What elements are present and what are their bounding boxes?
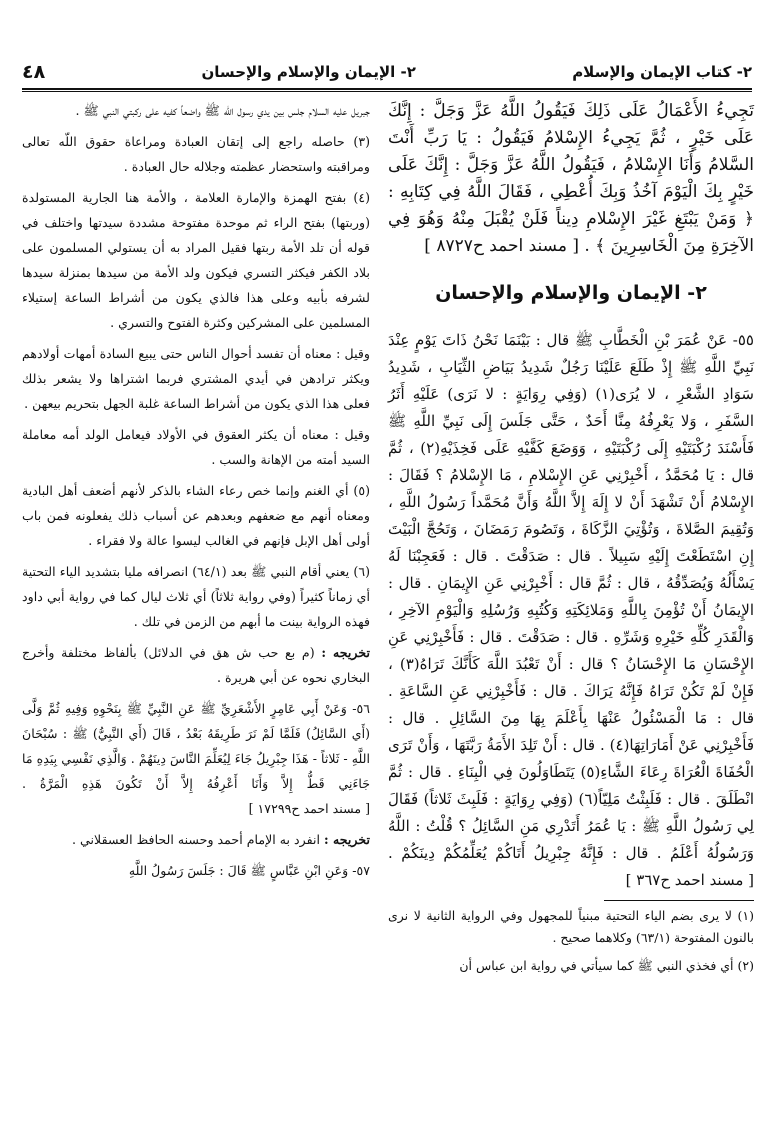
header-rule-thin [22,91,752,92]
takhrij-56-label: تخريجه : [323,832,370,847]
hadith-57: ٥٧- وَعَنِ ابْنِ عَبَّاسٍ ﷺ قَالَ : جَلَسَ رَسُولُ اللَّهِ [128,863,370,878]
hadith-55-reference: [ مسند احمد ح٣٦٧ ] [625,871,754,889]
footnote-separator [604,900,754,901]
footnote-4-opinion-2: وقيل : معناه أن يكثر العقوق في الأولاد فيعامل الولد أمه معاملة السيد أمته من الإهانة والسب . [22,427,370,467]
hadith-55-text: ٥٥- عَنْ عُمَرَ بْنِ الْخَطَّابِ ﷺ قال : بَيْنَمَا نَحْنُ ذَاتَ يَوْمٍ عِنْدَ نَبِيِّ اللَّهِ ﷺ إِذْ طَلَعَ عَلَيْنَا رَجُلٌ شَدِيدُ بَيَاضِ الثِّيَابِ ، شَدِيدُ سَوَادِ الشَّعْرِ ، لا يُرَى(١) (وَفِي رِوَايَةٍ : لا نَرَى) عَلَيْهِ أَثَرُ السَّفَرِ ، وَلا يَعْرِفُهُ مِنَّا أَحَدٌ ، حَتَّى جَلَسَ إِلَى نَبِيِّ اللَّهِ ﷺ فَأَسْنَدَ رُكْبَتَيْهِ إِلَى رُكْبَتَيْهِ ، وَوَضَعَ كَفَّيْهِ عَلَى فَخِذَيْهِ(٢) ، ثُمَّ قال : يَا مُحَمَّدُ ، أَخْبِرْنِي عَنِ الإِسْلامِ ، مَا الإِسْلامُ ؟ فَقَالَ : الإِسْلامُ أَنْ تَشْهَدَ أَنْ لا إِلَهَ إِلاَّ اللَّهُ وَأَنَّ مُحَمَّداً رَسُولُ اللَّهِ ، وَتُقِيمَ الصَّلاةَ ، وَتُؤْتِيَ الزَّكَاةَ ، وَتَصُومَ رَمَضَانَ ، وَتَحُجَّ الْبَيْتَ إِنِ اسْتَطَعْتَ إِلَيْهِ سَبِيلاً . قال : صَدَقْتَ . قال : فَعَجِبْنَا لَهُ يَسْأَلُهُ وَيُصَدِّقُهُ ، قال : ثُمَّ قال : أَخْبِرْنِي عَنِ الإِيمَانِ . قال : الإِيمَانُ أَنْ تُؤْمِنَ بِاللَّهِ وَمَلائِكَتِهِ وَكُتُبِهِ وَرُسُلِهِ وَالْيَوْمِ الآخِرِ ، وَالْقَدَرِ كُلِّهِ خَيْرِهِ وَشَرِّهِ . قال : صَدَقْتَ . قال : فَأَخْبِرْنِي عَنِ الإِحْسَانِ مَا الإِحْسَانُ ؟ قال : أَنْ تَعْبُدَ اللَّهَ كَأَنَّكَ تَرَاهُ(٣) ، فَإِنْ لَمْ تَكُنْ تَرَاهُ فَإِنَّهُ يَرَاكَ . قال : فَأَخْبِرْنِي عَنِ السَّاعَةِ . قال : مَا الْمَسْئُولُ عَنْهَا بِأَعْلَمَ بِهَا مِنَ السَّائِلِ . قال : فَأَخْبِرْنِي عَنْ أَمَارَاتِهَا(٤) . قال : أَنْ تَلِدَ الأَمَةُ رَبَّتَهَا ، وَأَنْ تَرَى الْحُفَاةَ الْعُرَاةَ رِعَاءَ الشَّاءِ(٥) يَتَطَاوَلُونَ فِي الْبِنَاءِ . قال : ثُمَّ انْطَلَقَ . قال : فَلَبِثْتُ مَلِيّاً(٦) (وَفِي رِوَايَةٍ : فَلَبِثَ ثَلاثاً) فَقَالَ لِي رَسُولُ اللَّهِ ﷺ : يَا عُمَرُ أَتَدْرِي مَنِ السَّائِلُ ؟ قُلْتُ : اللَّهُ وَرَسُولُهُ أَعْلَمُ . قال : فَإِنَّهُ جِبْرِيلُ أَتَاكُمْ يُعَلِّمُكُمْ دِينَكُمْ . [388,331,754,862]
page-number: ٤٨ [22,61,46,83]
hadith-56-reference: [ مسند احمد ح١٧٢٩٩ ] [248,801,370,816]
hadith-54-text: تَجِيءُ الأَعْمَالُ عَلَى ذَلِكَ فَيَقُولُ اللَّهُ عَزَّ وَجَلَّ : إِنَّكَ عَلَى خَيْرٍ ، ثُمَّ يَجِيءُ الإِسْلامُ فَيَقُولُ : يَا رَبِّ أَنْتَ السَّلامُ وَأَنَا الإِسْلامُ ، فَيَقُولُ اللَّهُ عَزَّ وَجَلَّ : إِنَّكَ عَلَى خَيْرٍ بِكَ الْيَوْمَ آخُذُ وَبِكَ أُعْطِي ، فَقَالَ اللَّهُ فِي كِتَابِهِ : ﴿ وَمَنْ يَبْتَغِ غَيْرَ الإِسْلامِ دِيناً فَلَنْ يُقْبَلَ مِنْهُ وَهُوَ فِي الآخِرَةِ مِنَ الْخَاسِرِينَ ﴾ . [388,101,754,256]
takhrij-55 [22,640,370,690]
footnote-5: (٥) أي الغنم وإنما خص رعاء الشاء بالذكر لأنهم أضعف أهل البادية ومعناه أنهم مع ضعفهم وبعدهم عن أسباب ذلك يفعلونه فمن باب أولى أهل الإبل فإنهم في الغالب ليسوا عالة ولا فقراء . [22,483,370,548]
hadith-56-text: ٥٦- وَعَنْ أَبِي عَامِرٍ الأَشْعَرِيِّ ﷺ عَنِ النَّبِيِّ ﷺ بِنَحْوِهِ وَفِيهِ ثُمَّ وَلَّى (أَي السَّائِلُ) فَلَمَّا لَمْ نَرَ طَرِيقَهُ بَعْدُ ، قَالَ (أَي النَّبِيُّ) ﷺ : سُبْحَانَ اللَّهِ - ثَلاثاً - هَذَا جِبْرِيلُ جَاءَ لِيُعَلِّمَ النَّاسَ دِينَهُمْ . [22,701,370,766]
footnote-1: (١) لا يرى بضم الياء التحتية مبنياً للمجهول وفي الرواية الثانية لا نرى بالنون المفتوحة (٦٣/١) وكلاهما صحيح . [388,908,754,945]
hadith-56-text-b: وَالَّذِي نَفْسِي بِيَدِهِ مَا جَاءَنِي قَطُّ إِلاَّ وَأَنَا أَعْرِفُهُ إِلاَّ أَنْ تَكُونَ هَذِهِ الْمَرَّةُ . [22,751,370,791]
section-title: ٢- الإيمان والإسلام والإحسان [435,282,707,304]
hadith-54-reference: [ مسند احمد ح٨٧٢٧ ] [424,236,579,256]
footnote-2: (٢) أي فخذي النبي ﷺ كما سيأتي في رواية ابن عباس أن [459,958,754,973]
left-column [22,98,370,889]
takhrij-56 [22,827,370,852]
hadith-56 [22,696,370,821]
hadith-55 [388,327,754,894]
footnote-4-opinion-1: وقيل : معناه أن تفسد أحوال الناس حتى يبيع السادة أمهات أولادهم ويكثر ترادهن في أيدي المشتري فربما اشتراها ولا يشعر بذلك فعلى هذا الذي يكون من أشراط الساعة غلبة الجهل بتحريم بيعهن . [22,346,370,411]
header-rule [22,88,752,90]
footnote-3: (٣) حاصله راجع إلى إتقان العبادة ومراعاة حقوق اللّه تعالى ومراقبته واستحضار عظمته وجلاله حال العبادة . [22,134,370,174]
right-column [388,98,754,983]
footnote-6: (٦) يعني أقام النبي ﷺ بعد (٦٤/١) انصرافه مليا بتشديد الياء التحتية أي زماناً كثيراً (وفي رواية ثلاثاً) أي ثلاث ليال كما في رواية أبي داود فهذه الرواية بينت ما أبهم من الزمن في تلك . [22,564,371,629]
footnote-4: (٤) بفتح الهمزة والإمارة العلامة ، والأمة هنا الجارية المستولدة (وربتها) بفتح الراء ثم موحدة مفتوحة مشددة سيدتها واختلف في قوله أن تلد الأمة ربتها فقيل المراد به أن يستولي المسلمون على بلاد الكفر فيكثر التسري فيكون ولد الأمة من سيدها بمنزلة سيدها لشرفه بأبيه وعلى هذا فالذي يكون من أشراط الساعة إستيلاء المسلمين على المشركين وكثرة الفتوح والتسري . [22,190,370,330]
chapter-title: ٢- الإيمان والإسلام والإحسان [201,63,416,81]
book-title: ٢- كتاب الإيمان والإسلام [572,63,752,81]
takhrij-55-text: (م بع حب ش هق في الدلائل) بألفاظ مختلفة وأخرج البخاري نحوه عن أبي هريرة . [22,645,370,685]
takhrij-label: تخريجه : [321,645,370,660]
footnote-2-continued: جبريل عليه السلام جلس بين يدي رسول اللّه ﷺ واضعاً كفيه على ركبتي النبي ﷺ . [75,103,370,118]
hadith-54-ending [388,98,754,260]
takhrij-56-text: انفرد به الإمام أحمد وحسنه الحافظ العسقلاني . [72,832,320,847]
page-header [22,58,752,86]
